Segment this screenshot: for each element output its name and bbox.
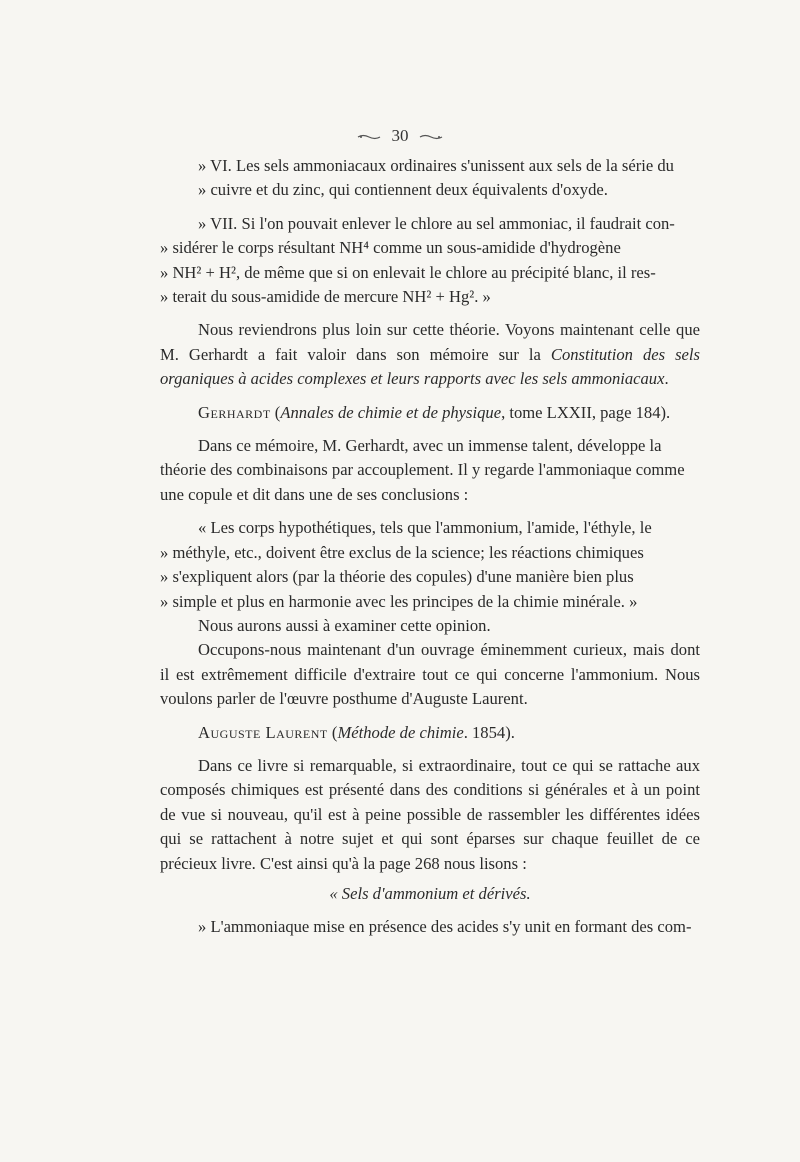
- paragraph-livre: Dans ce livre si remarquable, si extraordinaire, tout ce qui se rattache aux composés chimiques est présenté dans des conditions si générales et à un point de vue si nouveau, qu'il est à peine possible de rassembler les différentes idées qui se rattachent à notre sujet et qui sont éparses sur chaque feuillet de ce précieux livre. C'est ainsi qu'à la page 268 nous lisons :: [160, 755, 700, 873]
- text-line: » VII. Si l'on pouvait enlever le chlore au sel ammoniac, il faudrait con-: [198, 213, 675, 233]
- page-number: 30: [391, 126, 409, 145]
- text-line: théorie des combinaisons par accouplement. Il y regarde l'ammoniaque comme: [160, 460, 685, 480]
- reference-details: . 1854).: [463, 722, 515, 742]
- paragraph-opinion: Nous aurons aussi à examiner cette opinion.: [198, 615, 491, 635]
- paragraph-memoire: [160, 434, 700, 507]
- body-text: [160, 154, 700, 940]
- paragraph-gerhardt-intro: [160, 318, 700, 391]
- paragraph-vi: [160, 154, 700, 203]
- reference-title: Méthode de chimie: [337, 722, 464, 742]
- reference-author: Auguste Laurent: [198, 722, 328, 742]
- reference-open: (: [327, 722, 338, 742]
- reference-gerhardt: [160, 401, 700, 425]
- quotation-conclusions: [160, 516, 700, 614]
- text-line: Dans ce mémoire, M. Gerhardt, avec un immense talent, développe la: [198, 436, 662, 456]
- subheading-text: « Sels d'ammonium et dérivés.: [329, 883, 531, 903]
- text-line: » cuivre et du zinc, qui contiennent deux équivalents d'oxyde.: [198, 180, 608, 200]
- text-line: » sidérer le corps résultant NH⁴ comme un sous-amidide d'hydrogène: [160, 238, 621, 258]
- text-line: » terait du sous-amidide de mercure NH² + Hg². »: [160, 287, 491, 307]
- reference-title: Annales de chimie et de physique: [280, 402, 502, 422]
- paragraph-italic-title: Constitution des sels organiques à acides complexes et leurs rapports avec les sels ammoniacaux: [160, 344, 700, 389]
- paragraph-ammoniaque: » L'ammoniaque mise en présence des acides s'y unit en formant des com-: [198, 917, 692, 937]
- text-line: une copule et dit dans une de ses conclusions :: [160, 484, 469, 504]
- paragraph-occupons: Occupons-nous maintenant d'un ouvrage éminemment curieux, mais dont il est extrêmement difficile d'extraire tout ce qui concerne l'ammonium. Nous voulons parler de l'œuvre posthume d'Auguste Laurent.: [160, 640, 700, 709]
- reference-details: , tome LXXII, page 184).: [501, 402, 671, 422]
- text-line: » VI. Les sels ammoniacaux ordinaires s'unissent aux sels de la série du: [198, 156, 674, 175]
- reference-author: Gerhardt: [198, 402, 271, 422]
- paragraph-tail: .: [664, 369, 669, 389]
- paragraph-text: Nous reviendrons plus loin sur cette théorie. Voyons maintenant celle que M. Gerhardt a fait valoir dans son mémoire sur la: [160, 320, 700, 364]
- reference-open: (: [270, 402, 281, 422]
- right-ornament-icon: [419, 134, 443, 140]
- page-header: [0, 126, 800, 146]
- text-line: » s'expliquent alors (par la théorie des copules) d'une manière bien plus: [160, 567, 634, 587]
- text-line: « Les corps hypothétiques, tels que l'ammonium, l'amide, l'éthyle, le: [198, 518, 652, 538]
- left-ornament-icon: [357, 134, 381, 140]
- text-line: » simple et plus en harmonie avec les principes de la chimie minérale. »: [160, 591, 638, 611]
- reference-laurent: [160, 721, 700, 745]
- subheading-sels-ammonium: [160, 882, 700, 906]
- text-line: » méthyle, etc., doivent être exclus de la science; les réactions chimiques: [160, 542, 644, 562]
- text-line: » NH² + H², de même que si on enlevait le chlore au précipité blanc, il res-: [160, 262, 656, 282]
- paragraph-vii: [160, 212, 700, 310]
